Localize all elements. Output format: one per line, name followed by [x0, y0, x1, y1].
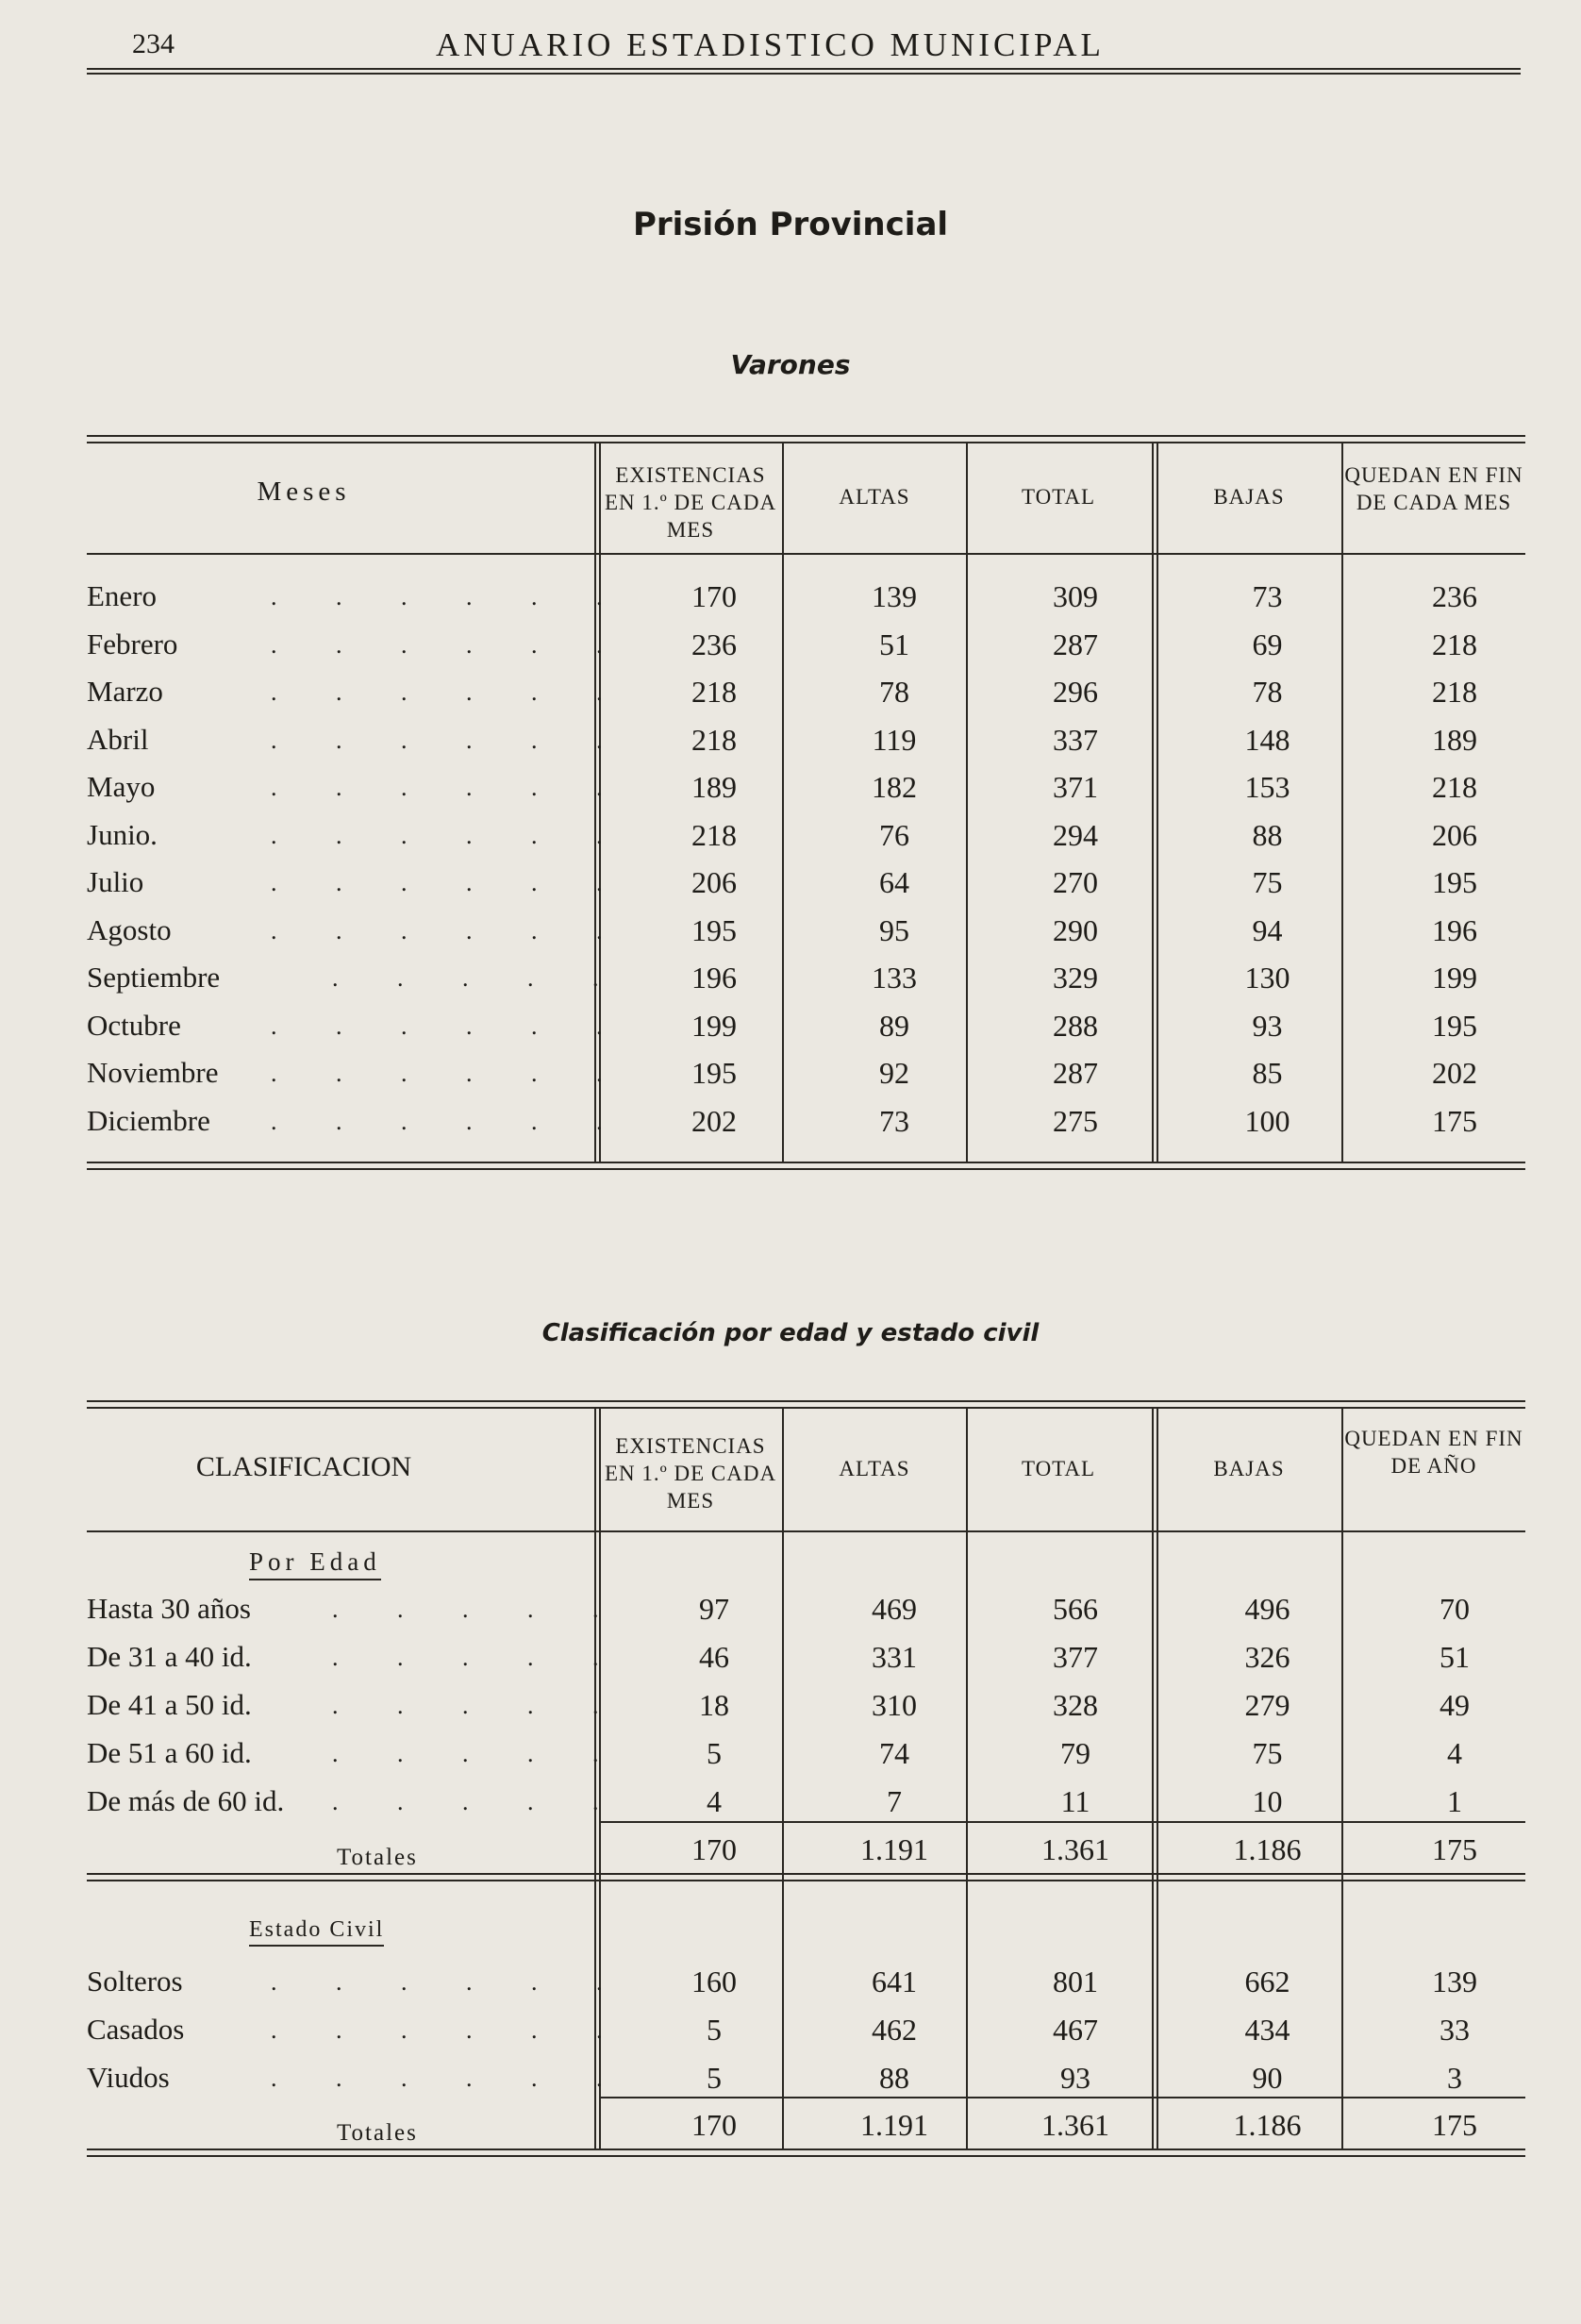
- leader-dots: . . . . . .: [271, 678, 629, 706]
- leader-dots: . . . . . .: [271, 1968, 629, 1996]
- section-title-clasificacion: Clasificación por edad y estado civil: [541, 1319, 1040, 1347]
- leader-dots: . . . . . .: [271, 2065, 629, 2092]
- table-cell: 73: [879, 1103, 909, 1138]
- table-cell: 51: [879, 627, 909, 661]
- row-label: Febrero: [87, 627, 178, 660]
- leader-dots: . . . . . .: [271, 1107, 629, 1135]
- table-row: [87, 1963, 1525, 2011]
- header-rule: [87, 73, 1521, 75]
- table-cell: 139: [872, 579, 917, 613]
- table-cell: 75: [1252, 865, 1283, 899]
- total-cell: 1.191: [860, 2108, 928, 2142]
- table-cell: 89: [879, 1008, 909, 1043]
- column-header-existencias: EXISTENCIAS EN 1.º DE CADA MES: [604, 463, 777, 542]
- table-cell: 95: [879, 912, 909, 947]
- leader-dots: . . . . .: [332, 1692, 625, 1719]
- total-cell: 170: [691, 1832, 737, 1866]
- table-cell: 434: [1244, 2013, 1290, 2047]
- table-row: [87, 1686, 1525, 1734]
- leader-dots: . . . . . .: [271, 583, 629, 610]
- page-number: 234: [132, 28, 175, 59]
- table-row: [87, 1590, 1525, 1638]
- row-label: Noviembre: [87, 1056, 219, 1089]
- table-cell: 4: [707, 1784, 722, 1818]
- table-cell: 76: [879, 817, 909, 852]
- table-cell: 290: [1053, 912, 1098, 947]
- table-cell: 218: [1432, 770, 1477, 804]
- table-row: [87, 2059, 1525, 2107]
- column-header-bajas: BAJAS: [1213, 1457, 1285, 1480]
- table-cell: 4: [1447, 1736, 1462, 1770]
- totals-values: [87, 2106, 1525, 2154]
- table-cell: 94: [1252, 912, 1283, 947]
- table-cell: 92: [879, 1056, 909, 1090]
- page-title: Prisión Provincial: [632, 206, 949, 243]
- table-cell: 1: [1447, 1784, 1462, 1818]
- table-cell: 206: [691, 865, 737, 899]
- column-header-meses: Meses: [257, 477, 351, 507]
- column-header-total: TOTAL: [1021, 485, 1096, 509]
- table-rule: [87, 1162, 1525, 1163]
- row-label: Solteros: [87, 1965, 183, 1998]
- leader-dots: . . . . . .: [271, 1060, 629, 1087]
- table-rule: [87, 1880, 1525, 1881]
- row-label: Abril: [87, 722, 149, 756]
- table-cell: 287: [1053, 627, 1098, 661]
- table-row: [87, 959, 1525, 1007]
- row-label: Casados: [87, 2013, 185, 2046]
- table-body-por-edad: [87, 1590, 1525, 1831]
- table-cell: 64: [879, 865, 909, 899]
- leader-dots: . . . . .: [332, 1596, 625, 1623]
- totals-label: Totales: [337, 1845, 418, 1870]
- table-row: [87, 863, 1525, 911]
- row-label: Julio: [87, 865, 144, 898]
- table-cell: 296: [1053, 675, 1098, 709]
- column-header-quedan: QUEDAN EN FIN DE AÑO: [1344, 1427, 1523, 1478]
- table-cell: 294: [1053, 817, 1098, 852]
- table-clasificacion: [87, 1396, 1525, 2189]
- row-label: De 31 a 40 id.: [87, 1640, 252, 1673]
- table-cell: 78: [1252, 675, 1283, 709]
- totals-values: [87, 1831, 1525, 1879]
- table-cell: 199: [1432, 961, 1477, 995]
- table-cell: 74: [879, 1736, 909, 1770]
- table-row: [87, 2011, 1525, 2059]
- table-cell: 119: [872, 722, 917, 757]
- row-label: Viudos: [87, 2061, 170, 2094]
- table-cell: 288: [1053, 1008, 1098, 1043]
- table-cell: 329: [1053, 961, 1098, 995]
- row-label: Agosto: [87, 912, 172, 946]
- row-label: De más de 60 id.: [87, 1784, 285, 1817]
- table-cell: 3: [1447, 2061, 1462, 2095]
- table-body: [87, 577, 1525, 1149]
- table-cell: 97: [699, 1592, 729, 1626]
- page-header: [87, 26, 1521, 83]
- table-cell: 11: [1060, 1784, 1090, 1818]
- total-cell: 170: [691, 2108, 737, 2142]
- table-cell: 462: [872, 2013, 917, 2047]
- table-cell: 236: [1432, 579, 1477, 613]
- leader-dots: . . . . .: [332, 1788, 625, 1815]
- table-row: [87, 1638, 1525, 1686]
- table-varones: [87, 429, 1525, 1175]
- table-cell: 236: [691, 627, 737, 661]
- table-cell: 206: [1432, 817, 1477, 852]
- table-cell: 75: [1252, 1736, 1283, 1770]
- table-cell: 279: [1244, 1688, 1290, 1722]
- table-row: [87, 1782, 1525, 1831]
- table-cell: 218: [691, 675, 737, 709]
- column-header-existencias: EXISTENCIAS EN 1.º DE CADA MES: [604, 1434, 777, 1513]
- table-rule: [87, 1407, 1525, 1409]
- leader-dots: . . . . . .: [271, 726, 629, 754]
- table-cell: 49: [1440, 1688, 1470, 1722]
- table-cell: 160: [691, 1965, 737, 1998]
- table-cell: 90: [1252, 2061, 1283, 2095]
- table-cell: 93: [1060, 2061, 1090, 2095]
- table-cell: 170: [691, 579, 737, 613]
- table-cell: 79: [1060, 1736, 1090, 1770]
- column-header-clasificacion: CLASIFICACION: [195, 1451, 412, 1482]
- table-cell: 218: [1432, 627, 1477, 661]
- table-cell: 93: [1252, 1008, 1283, 1043]
- row-label: De 41 a 50 id.: [87, 1688, 252, 1721]
- table-cell: 73: [1252, 579, 1283, 613]
- leader-dots: . . . . . .: [271, 2016, 629, 2044]
- table-row: [87, 816, 1525, 864]
- table-cell: 88: [879, 2061, 909, 2095]
- table-cell: 662: [1244, 1965, 1290, 1998]
- subheading-por-edad: Por Edad: [249, 1547, 381, 1580]
- table-rule: [87, 1168, 1525, 1170]
- table-row: [87, 626, 1525, 674]
- table-cell: 189: [691, 770, 737, 804]
- table-cell: 309: [1053, 579, 1098, 613]
- table-row: [87, 1102, 1525, 1150]
- total-cell: 1.361: [1041, 2108, 1109, 2142]
- subheading-estado-civil: Estado Civil: [249, 1917, 384, 1947]
- row-label: De 51 a 60 id.: [87, 1736, 252, 1769]
- total-cell: 1.186: [1233, 1832, 1302, 1866]
- table-cell: 202: [1432, 1056, 1477, 1090]
- leader-dots: . . . . . .: [271, 1012, 629, 1040]
- table-cell: 377: [1053, 1640, 1098, 1674]
- table-cell: 5: [707, 2061, 722, 2095]
- table-cell: 469: [872, 1592, 917, 1626]
- leader-dots: . . . . .: [332, 1644, 625, 1671]
- table-cell: 153: [1244, 770, 1290, 804]
- table-rule: [87, 435, 1525, 437]
- table-cell: 496: [1244, 1592, 1290, 1626]
- table-cell: 287: [1053, 1056, 1098, 1090]
- table-cell: 195: [691, 1056, 737, 1090]
- column-header-quedan: QUEDAN EN FIN DE CADA MES: [1344, 463, 1523, 514]
- row-label: Septiembre: [87, 961, 221, 994]
- table-cell: 196: [691, 961, 737, 995]
- column-header-altas: ALTAS: [839, 485, 910, 509]
- leader-dots: . . . . . .: [271, 630, 629, 659]
- table-cell: 195: [1432, 1008, 1477, 1043]
- table-cell: 801: [1053, 1965, 1098, 1998]
- total-cell: 175: [1432, 1832, 1477, 1866]
- leader-dots: . . . . . .: [271, 774, 629, 801]
- row-label: Hasta 30 años: [87, 1592, 251, 1625]
- table-row: [87, 577, 1525, 626]
- table-cell: 566: [1053, 1592, 1098, 1626]
- table-row: [87, 911, 1525, 960]
- table-cell: 218: [691, 817, 737, 852]
- table-cell: 18: [699, 1688, 729, 1722]
- row-label: Diciembre: [87, 1103, 210, 1137]
- leader-dots: . . . . . .: [271, 869, 629, 896]
- totals-row: [87, 2106, 1525, 2154]
- row-label: Marzo: [87, 675, 163, 708]
- table-cell: 196: [1432, 912, 1477, 947]
- total-cell: 1.186: [1233, 2108, 1302, 2142]
- table-cell: 85: [1252, 1056, 1283, 1090]
- table-cell: 337: [1053, 722, 1098, 757]
- table-cell: 175: [1432, 1103, 1477, 1138]
- table-cell: 7: [887, 1784, 902, 1818]
- table-cell: 189: [1432, 722, 1477, 757]
- table-cell: 69: [1252, 627, 1283, 661]
- table-cell: 218: [691, 722, 737, 757]
- table-cell: 10: [1252, 1784, 1283, 1818]
- leader-dots: . . . . . .: [271, 821, 629, 849]
- totals-row: [87, 1831, 1525, 1879]
- table-cell: 133: [872, 961, 917, 995]
- table-cell: 195: [1432, 865, 1477, 899]
- column-header-total: TOTAL: [1021, 1457, 1096, 1480]
- column-header-altas: ALTAS: [839, 1457, 910, 1480]
- table-cell: 5: [707, 1736, 722, 1770]
- table-cell: 275: [1053, 1103, 1098, 1138]
- table-row: [87, 673, 1525, 721]
- table-row: [87, 1054, 1525, 1102]
- table-cell: 51: [1440, 1640, 1470, 1674]
- running-title: ANUARIO ESTADISTICO MUNICIPAL: [436, 26, 1105, 63]
- row-label: Mayo: [87, 770, 156, 803]
- table-rule: [87, 553, 1525, 555]
- row-label: Junio.: [87, 817, 158, 851]
- table-cell: 46: [699, 1640, 729, 1674]
- table-row: [87, 768, 1525, 816]
- table-cell: 78: [879, 675, 909, 709]
- table-cell: 331: [872, 1640, 917, 1674]
- row-label: Enero: [87, 579, 158, 612]
- table-row: [87, 1734, 1525, 1782]
- totals-label: Totales: [337, 2120, 418, 2146]
- leader-dots: . . . . .: [332, 1740, 625, 1767]
- table-cell: 202: [691, 1103, 737, 1138]
- total-cell: 175: [1432, 2108, 1477, 2142]
- leader-dots: . . . . . .: [271, 916, 629, 945]
- table-cell: 199: [691, 1008, 737, 1043]
- table-cell: 5: [707, 2013, 722, 2047]
- table-row: [87, 721, 1525, 769]
- table-cell: 182: [872, 770, 917, 804]
- table-row: [87, 1007, 1525, 1055]
- table-rule: [87, 442, 1525, 443]
- table-cell: 70: [1440, 1592, 1470, 1626]
- table-cell: 130: [1244, 961, 1290, 995]
- table-cell: 328: [1053, 1688, 1098, 1722]
- table-cell: 148: [1244, 722, 1290, 757]
- table-cell: 270: [1053, 865, 1098, 899]
- table-cell: 218: [1432, 675, 1477, 709]
- table-cell: 467: [1053, 2013, 1098, 2047]
- table-body-estado-civil: [87, 1963, 1525, 2107]
- table-cell: 641: [872, 1965, 917, 1998]
- header-rule: [87, 68, 1521, 70]
- table-cell: 33: [1440, 2013, 1470, 2047]
- row-label: Octubre: [87, 1008, 181, 1042]
- leader-dots: . . . . .: [332, 964, 625, 992]
- table-rule: [87, 2155, 1525, 2157]
- table-cell: 326: [1244, 1640, 1290, 1674]
- table-rule: [87, 1530, 1525, 1532]
- table-cell: 88: [1252, 817, 1283, 852]
- table-cell: 371: [1053, 770, 1098, 804]
- table-cell: 195: [691, 912, 737, 947]
- table-cell: 310: [872, 1688, 917, 1722]
- table-cell: 100: [1244, 1103, 1290, 1138]
- column-header-bajas: BAJAS: [1213, 485, 1285, 509]
- total-cell: 1.191: [860, 1832, 928, 1866]
- section-title-varones: Varones: [730, 349, 851, 380]
- table-cell: 139: [1432, 1965, 1477, 1998]
- total-cell: 1.361: [1041, 1832, 1109, 1866]
- table-rule: [87, 1400, 1525, 1402]
